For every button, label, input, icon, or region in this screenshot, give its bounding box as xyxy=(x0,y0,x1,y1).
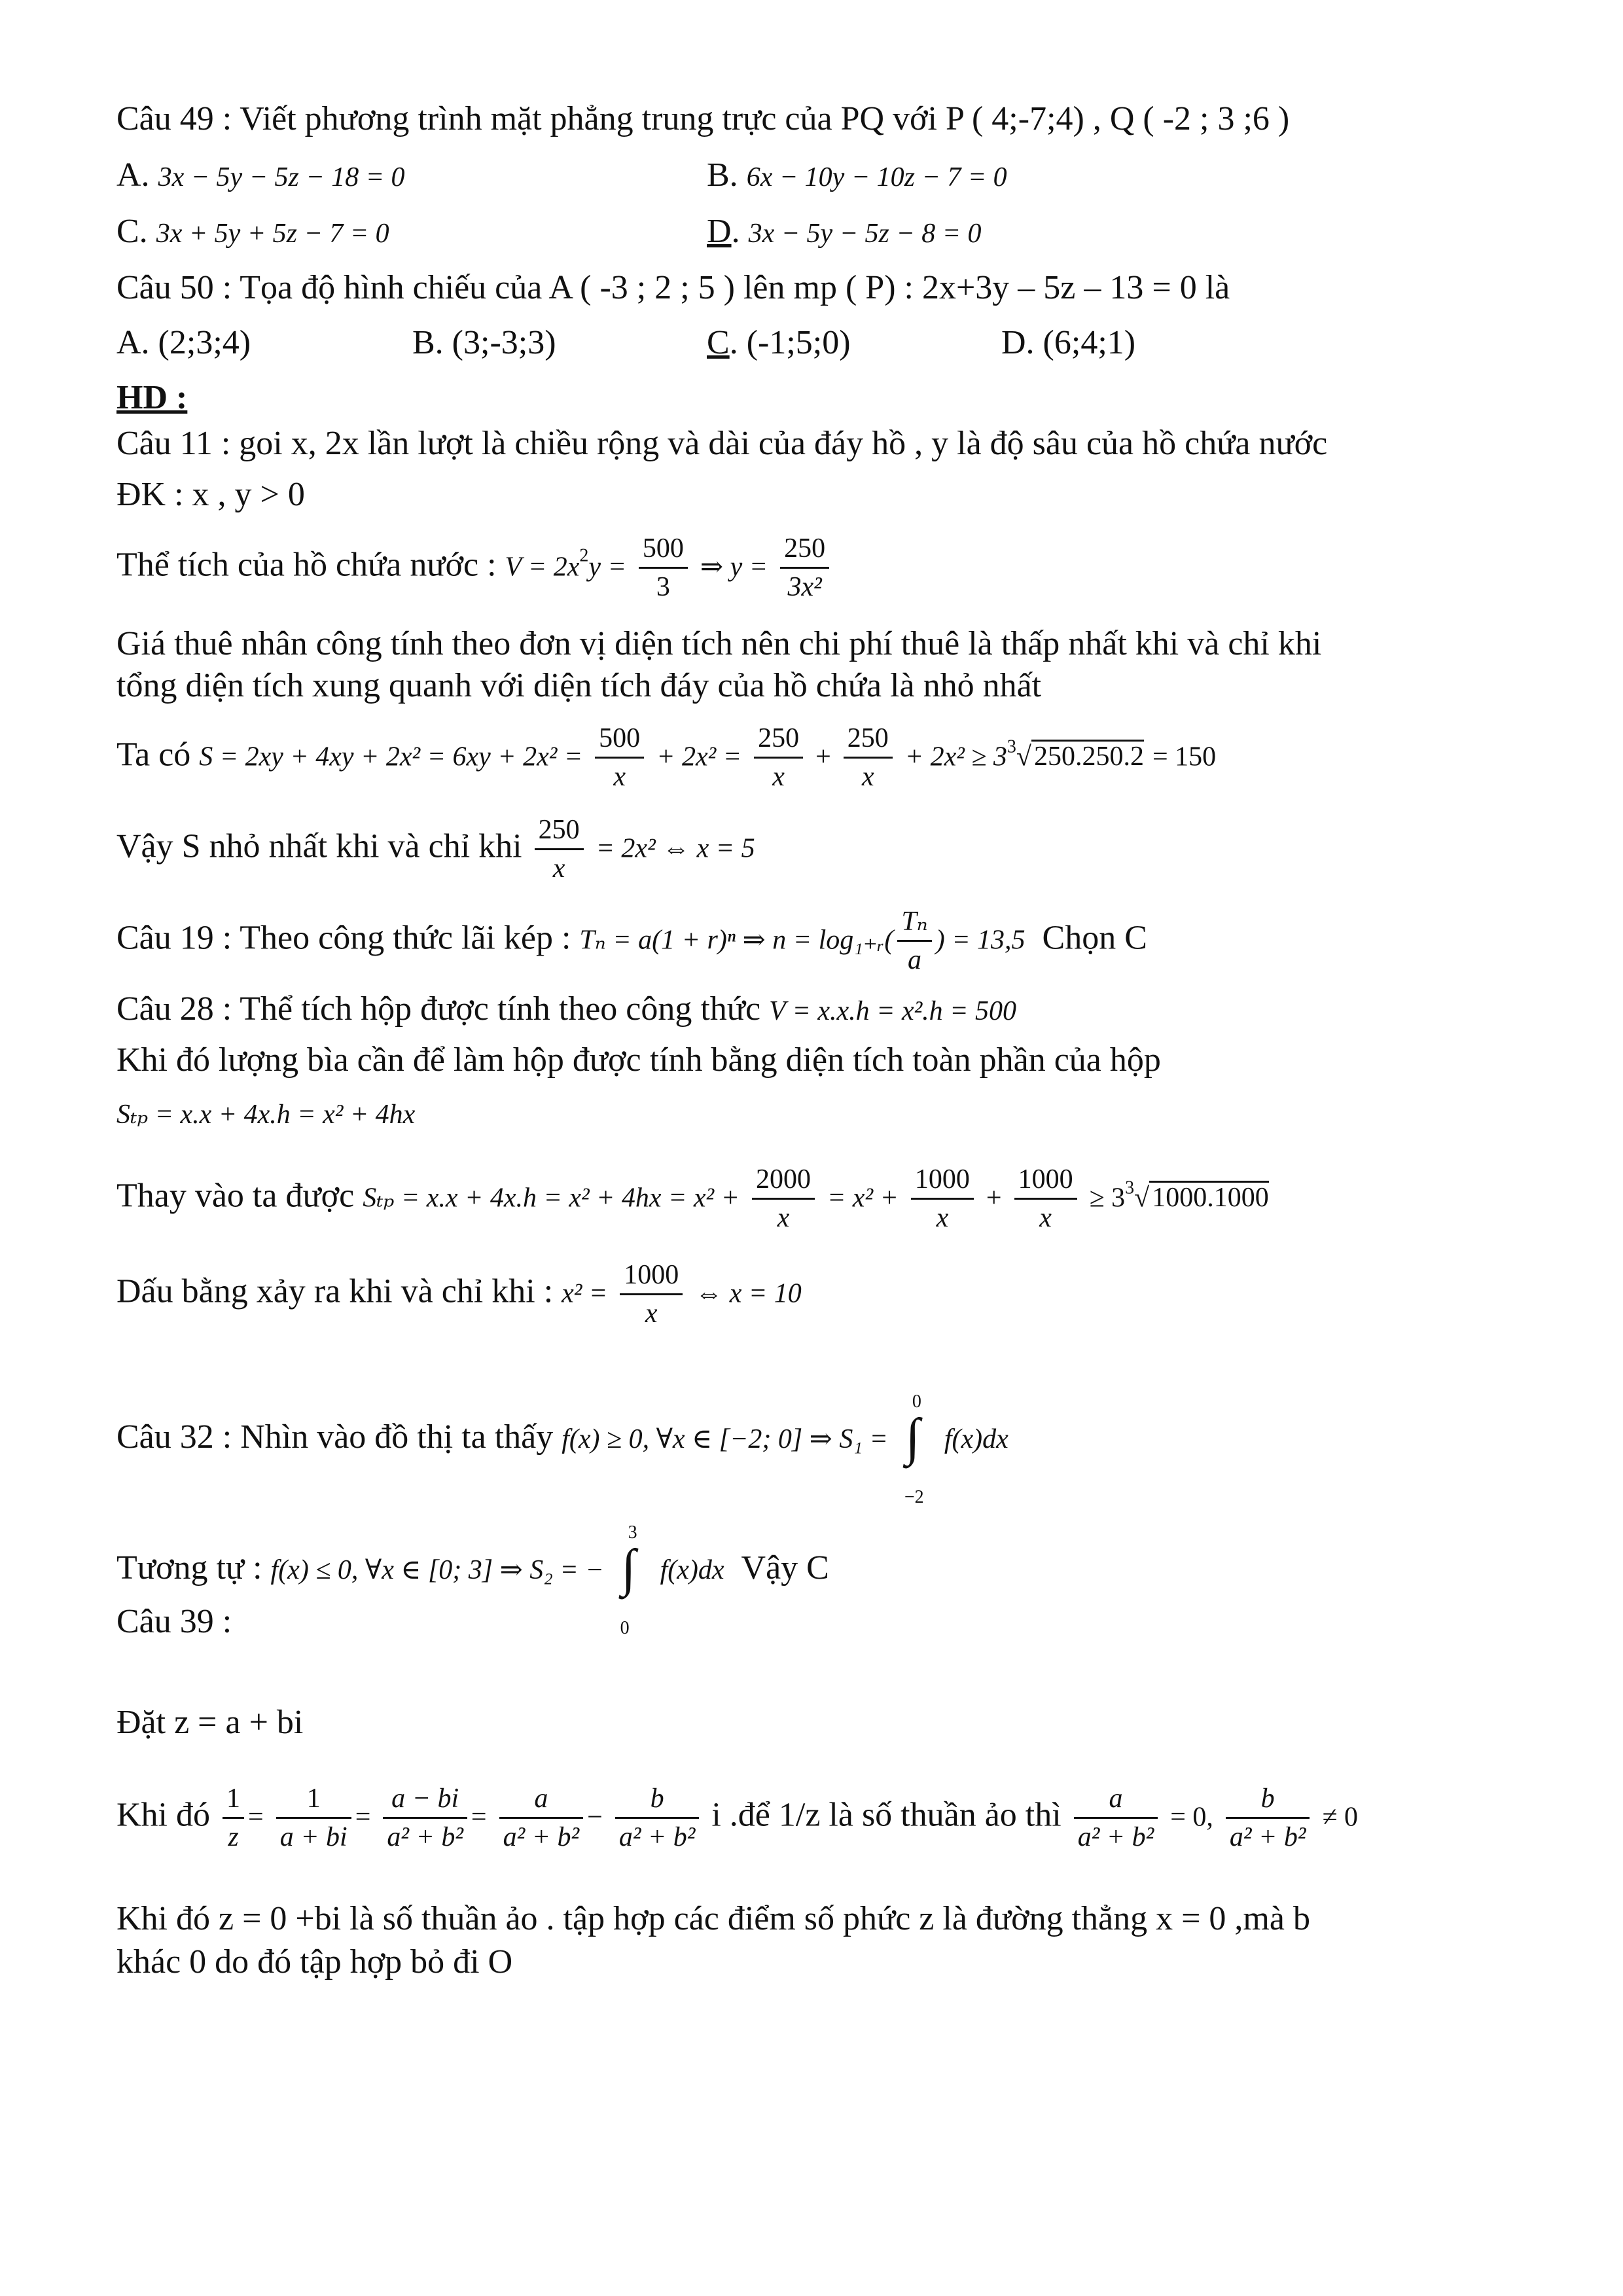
q28-equality: Dấu bằng xảy ra khi và chỉ khi : x² = $\frac{1000}{x}$ ⇔ x = 10 xyxy=(116,1257,802,1332)
integral-sign: 0 ∫ −2 xyxy=(904,1391,924,1507)
q39-expansion: Khi đó $\frac{1}{z}$ = $\frac{1}{a + bi}$ = $\frac{a - bi}{\text{a² + b²}}$ = $\frac{a}{\text{a² + b²}}$ − $\frac{b}{\text{a² + b²}}$ i .để 1/z là số thuần ảo thì $\frac{a}{\text{a² + b²}}$ = 0, $\frac{b}{\text{a² + b²}}$ ≠ 0 xyxy=(116,1780,1358,1856)
q50-title: Câu 50 : Tọa độ hình chiếu của A ( -3 ; 2 ; 5 ) lên mp ( P) : 2x+3y – 5z – 13 = 0 là xyxy=(116,269,1230,306)
q49-option-c: C. 3x + 5y + 5z − 7 = 0 xyxy=(116,213,389,250)
q19-formula: Câu 19 : Theo công thức lãi kép : Tₙ = a(1 + r)ⁿ ⇒ n = log₁₊ᵣ( $\frac{\text{Tₙ}}{a}$ ) = 13,5 Chọn C xyxy=(116,903,1147,978)
q28-title: Câu 28 : Thể tích hộp được tính theo công thức V = x.x.h = x².h = 500 xyxy=(116,990,1017,1028)
q49-option-a: A. 3x − 5y − 5z − 18 = 0 xyxy=(116,156,405,194)
q39-conclusion-line2: khác 0 do đó tập hợp bỏ đi O xyxy=(116,1943,513,1981)
q11-line2: ĐK : x , y > 0 xyxy=(116,476,305,513)
q39-conclusion-line1: Khi đó z = 0 +bi là số thuần ảo . tập hợp các điểm số phức z là đường thẳng x = 0 ,mà b xyxy=(116,1900,1310,1937)
q50-option-b: B. (3;-3;3) xyxy=(412,324,556,361)
q11-area-formula: Ta có S = 2xy + 4xy + 2x² = 6xy + 2x² = $\frac{500}{x}$ + 2x² = $\frac{250}{x}$ + $\frac{250}{x}$ + $2x^2 \ge 3^3√250.250.2 = 150$ xyxy=(116,720,1216,795)
q28-substitution: Thay vào ta được Sₜₚ = x.x + 4x.h = x² + 4hx = x² + $\frac{2000}{x}$ = x² + $\frac{1000}{x}$ + $\frac{1000}{x}$ ≥ $3^3√1000.1000$ xyxy=(116,1161,1269,1236)
q11-minimum: Vậy S nhỏ nhất khi và chỉ khi $\frac{250}{x}$ = 2x² ⇔ x = 5 xyxy=(116,812,755,887)
q39-set: Đặt z = a + bi xyxy=(116,1704,304,1741)
q50-option-d: D. (6;4;1) xyxy=(1001,324,1136,361)
q28-line2: Khi đó lượng bìa cần để làm hộp được tính bằng diện tích toàn phần của hộp xyxy=(116,1041,1161,1079)
q49-option-d: D. 3x − 5y − 5z − 8 = 0 xyxy=(707,213,982,250)
q32-line1: Câu 32 : Nhìn vào đồ thị ta thấy f(x) ≥ 0, ∀x ∈ [−2; 0] ⇒ S₁ = 0 ∫ −2 f(x)dx xyxy=(116,1381,1008,1499)
q32-line2: Tương tự : f(x) ≤ 0, ∀x ∈ [0; 3] ⇒ S₂ = − 3 ∫ 0 f(x)dx Vậy C xyxy=(116,1512,829,1630)
q11-line1: Câu 11 : goi x, 2x lần lượt là chiều rộng và dài của đáy hồ , y là độ sâu của hồ chứa nước xyxy=(116,425,1328,462)
q11-volume: Thể tích của hồ chứa nước : $V = 2x^2y$ = $\frac{500}{3}$ ⇒ y = $\frac{250}{\text{3x²}}$ xyxy=(116,530,833,605)
q11-cost-line2: tổng diện tích xung quanh với diện tích đáy của hồ chứa là nhỏ nhất xyxy=(116,667,1042,704)
q11-cost-line1: Giá thuê nhân công tính theo đơn vị diện tích nên chi phí thuê là thấp nhất khi và chỉ khi xyxy=(116,625,1322,662)
q39-title: Câu 39 : xyxy=(116,1603,232,1640)
hd-heading: HD : xyxy=(116,379,188,416)
q50-option-a: A. (2;3;4) xyxy=(116,324,251,361)
q28-stp: Sₜₚ = x.x + 4x.h = x² + 4hx xyxy=(116,1100,416,1130)
integral-sign: 3 ∫ 0 xyxy=(620,1522,637,1638)
q49-title: Câu 49 : Viết phương trình mặt phẳng trung trực của PQ với P ( 4;-7;4) , Q ( -2 ; 3 ;6 ) xyxy=(116,100,1290,137)
q50-option-c: C. (-1;5;0) xyxy=(707,324,851,361)
q49-option-b: B. 6x − 10y − 10z − 7 = 0 xyxy=(707,156,1007,194)
